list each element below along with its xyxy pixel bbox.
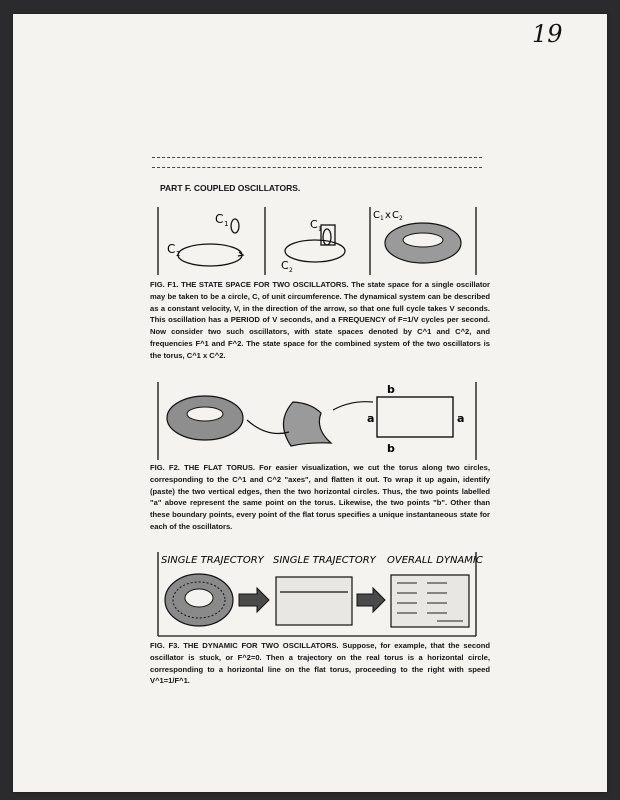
label-c2-torus: C bbox=[281, 259, 289, 272]
flat-torus-rect bbox=[377, 397, 453, 437]
label-product-sub2: 2 bbox=[399, 215, 403, 222]
label-c1-sub: 1 bbox=[224, 220, 229, 228]
page-number: 19 bbox=[532, 20, 563, 48]
fig3-caption: FIG. F3. THE DYNAMIC FOR TWO OSCILLATORS. Suppose, for example, that the second oscillator is stuck, or F^2=0. Then a trajectory on the real torus is a horizontal circle, corresponding to a horizontal line on the flat torus, proceeding to the right with speed V^1=1/F^1. bbox=[150, 641, 490, 686]
torus-circle bbox=[285, 240, 345, 262]
heading-single-trajectory-1: SINGLE TRAJECTORY bbox=[161, 555, 264, 566]
fig2-illustration bbox=[155, 380, 485, 462]
label-product-x: x bbox=[385, 210, 391, 221]
circle-c2 bbox=[178, 244, 242, 266]
label-c1-torus: C bbox=[310, 218, 318, 231]
big-arrow-1 bbox=[239, 588, 269, 612]
torus-small-circle bbox=[323, 229, 331, 245]
label-a-right: a bbox=[457, 412, 465, 425]
label-product-c: C bbox=[373, 210, 380, 221]
flow-arrow-1 bbox=[247, 420, 289, 434]
torus-hole bbox=[403, 233, 443, 247]
single-trajectory-rect bbox=[276, 577, 352, 625]
fig3-illustration bbox=[155, 550, 485, 640]
label-c2-sub: 2 bbox=[176, 250, 181, 258]
fig1-caption: FIG. F1. THE STATE SPACE FOR TWO OSCILLATORS. The state space for a single oscillator may be taken to be a circle, C, of unit circumference. The dynamical system can be described as a constant velocity, V, in the direction of the arrow, so that one full cycle takes V seconds. This oscillation has a PERIOD of V seconds, and a FREQUENCY of F=1/V cycles per second. Now consider two such oscillators, with state spaces denoted by C^1 and C^2, and frequencies F^1 and F^2. The state space for the combined system of the two oscillators is the torus, C^1 x C^2. bbox=[150, 280, 490, 360]
direction-arrow-icon bbox=[238, 252, 243, 256]
part-title: PART F. COUPLED OSCILLATORS. bbox=[160, 183, 301, 193]
label-c1: C bbox=[215, 212, 224, 226]
label-c1-torus-sub: 1 bbox=[318, 226, 322, 233]
label-b-top: b bbox=[387, 383, 395, 396]
label-product-sub1: 1 bbox=[380, 215, 384, 222]
big-arrow-2 bbox=[357, 588, 385, 612]
top-rule-2 bbox=[152, 167, 482, 168]
heading-overall-dynamic: OVERALL DYNAMIC bbox=[387, 555, 483, 566]
heading-single-trajectory-2: SINGLE TRAJECTORY bbox=[273, 555, 376, 566]
label-product-c2: C bbox=[392, 210, 399, 221]
label-c2: C bbox=[167, 242, 176, 256]
label-c2-torus-sub: 2 bbox=[289, 267, 293, 274]
label-a-left: a bbox=[367, 412, 375, 425]
torus-cut-hole bbox=[187, 407, 223, 421]
fig2-caption: FIG. F2. THE FLAT TORUS. For easier visualization, we cut the torus along two circles, corresponding to the C^1 and C^2 "axes", and flatten it out. To wrap it up again, identify (paste) the two vertical edges, then the two horizontal circles. Thus, the two points labelled "a" above represent the same point on the torus. Likewise, the two points "b". Other than these boundary points, every point of the flat torus specifies a unique instantaneous state for each of the oscillators. bbox=[150, 463, 490, 531]
flow-arrow-2 bbox=[333, 402, 373, 410]
top-rule bbox=[152, 157, 482, 158]
label-b-bottom: b bbox=[387, 442, 395, 455]
cylinder-shape bbox=[283, 402, 331, 446]
fig1-illustration bbox=[155, 203, 485, 278]
torus-trajectory-hole bbox=[185, 589, 213, 607]
circle-c1 bbox=[231, 219, 239, 233]
